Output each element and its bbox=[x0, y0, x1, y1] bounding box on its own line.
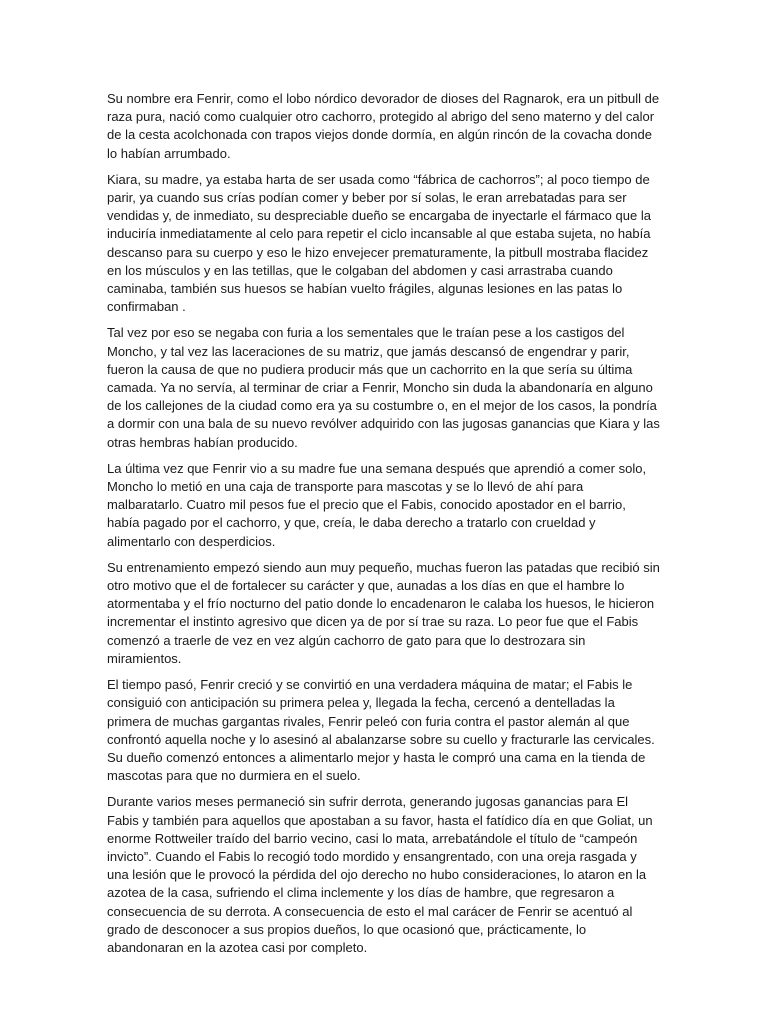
paragraph-4: La última vez que Fenrir vio a su madre fue una semana después que aprendió a comer solo, Moncho lo metió en una caja de transporte para mascotas y se lo llevó de ahí para malbaratarlo. Cuatro mil pesos fue el precio que el Fabis, conocido apostador en el barrio, había pagado por el cachorro, y que, creía, le daba derecho a tratarlo con crueldad y alimentarlo con desperdicios. bbox=[107, 460, 647, 549]
paragraph-7: Durante varios meses permaneció sin sufrir derrota, generando jugosas ganancias para El Fabis y también para aquellos que apostaban a su favor, hasta el fatídico día en que Goliat, un enorme Rottweiler traído del barrio vecino, casi lo mata, arrebatándole el título de “campeón invicto”. Cuando el Fabis lo recogió todo mordido y ensangrentado, con una oreja rasgada y una lesión que le provocó la pérdida del ojo derecho no hubo consideraciones, lo ataron en la azotea de la casa, sufriendo el clima inclemente y los días de hambre, que regresaron a consecuencia de su derrota. A consecuencia de esto el mal carácer de Fenrir se acentuó al grado de desconocer a sus propios dueños, lo que ocasionó que, prácticamente, lo abandonaran en la azotea casi por completo. bbox=[107, 794, 653, 955]
paragraph-6: El tiempo pasó, Fenrir creció y se convirtió en una verdadera máquina de matar; el Fabis le consiguió con anticipación su primera pelea y, llegada la fecha, cercenó a dentelladas la primera de muchas gargantas rivales, Fenrir peleó con furia contra el pastor alemán al que confrontó aquella noche y lo asesinó al abalanzarse sobre su cuello y fracturarle las cervicales. Su dueño comenzó entonces a alimentarlo mejor y hasta le compró una cama en la tienda de mascotas para que no durmiera en el suelo. bbox=[107, 677, 655, 784]
paragraph-1: Su nombre era Fenrir, como el lobo nórdico devorador de dioses del Ragnarok, era un pitbull de raza pura, nació como cualquier otro cachorro, protegido al abrigo del seno materno y del calor de la cesta acolchonada con trapos viejos donde dormía, en algún rincón de la covacha donde lo habían arrumbado. bbox=[107, 91, 660, 161]
paragraph-2: Kiara, su madre, ya estaba harta de ser usada como “fábrica de cachorros”; al poco tiempo de parir, ya cuando sus crías podían comer y beber por sí solas, le eran arrebatadas para ser vendidas y, de inmediato, su despreciable dueño se encargaba de inyectarle el fármaco que la induciría inmediatamente al celo para repetir el ciclo incansable al que estaba sujeta, no había descanso para su cuerpo y eso le hizo envejecer prematuramente, la pitbull mostraba flacidez en los músculos y en las tetillas, que le colgaban del abdomen y casi arrastraba cuando caminaba, también sus huesos se habían vuelto frágiles, algunas lesiones en las patas lo confirmaban . bbox=[107, 171, 651, 315]
paragraph-3: Tal vez por eso se negaba con furia a los sementales que le traían pese a los castigos del Moncho, y tal vez las laceraciones de su matriz, que jamás descansó de engendrar y parir, fueron la causa de que no pudiera producir más que un cachorrito en la que sería su última camada. Ya no servía, al terminar de criar a Fenrir, Moncho sin duda la abandonaría en alguno de los callejones de la ciudad como era ya su costumbre o, en el mejor de los casos, la pondría a dormir con una bala de su nuevo revólver adquirido con las jugosas ganancias que Kiara y las otras hembras habían producido. bbox=[107, 325, 660, 450]
paragraph-5: Su entrenamiento empezó siendo aun muy pequeño, muchas fueron las patadas que recibió sin otro motivo que el de fortalecer su carácter y que, aunadas a los días en que el hambre lo atormentaba y el frío nocturno del patio donde lo encadenaron le calaba los huesos, le hicieron incrementar el instinto agresivo que dicen ya de por sí trae su raza. Lo peor fue que el Fabis comenzó a traerle de vez en vez algún cachorro de gato para que lo destrozara sin miramientos. bbox=[107, 559, 660, 666]
body-text bbox=[107, 90, 661, 965]
